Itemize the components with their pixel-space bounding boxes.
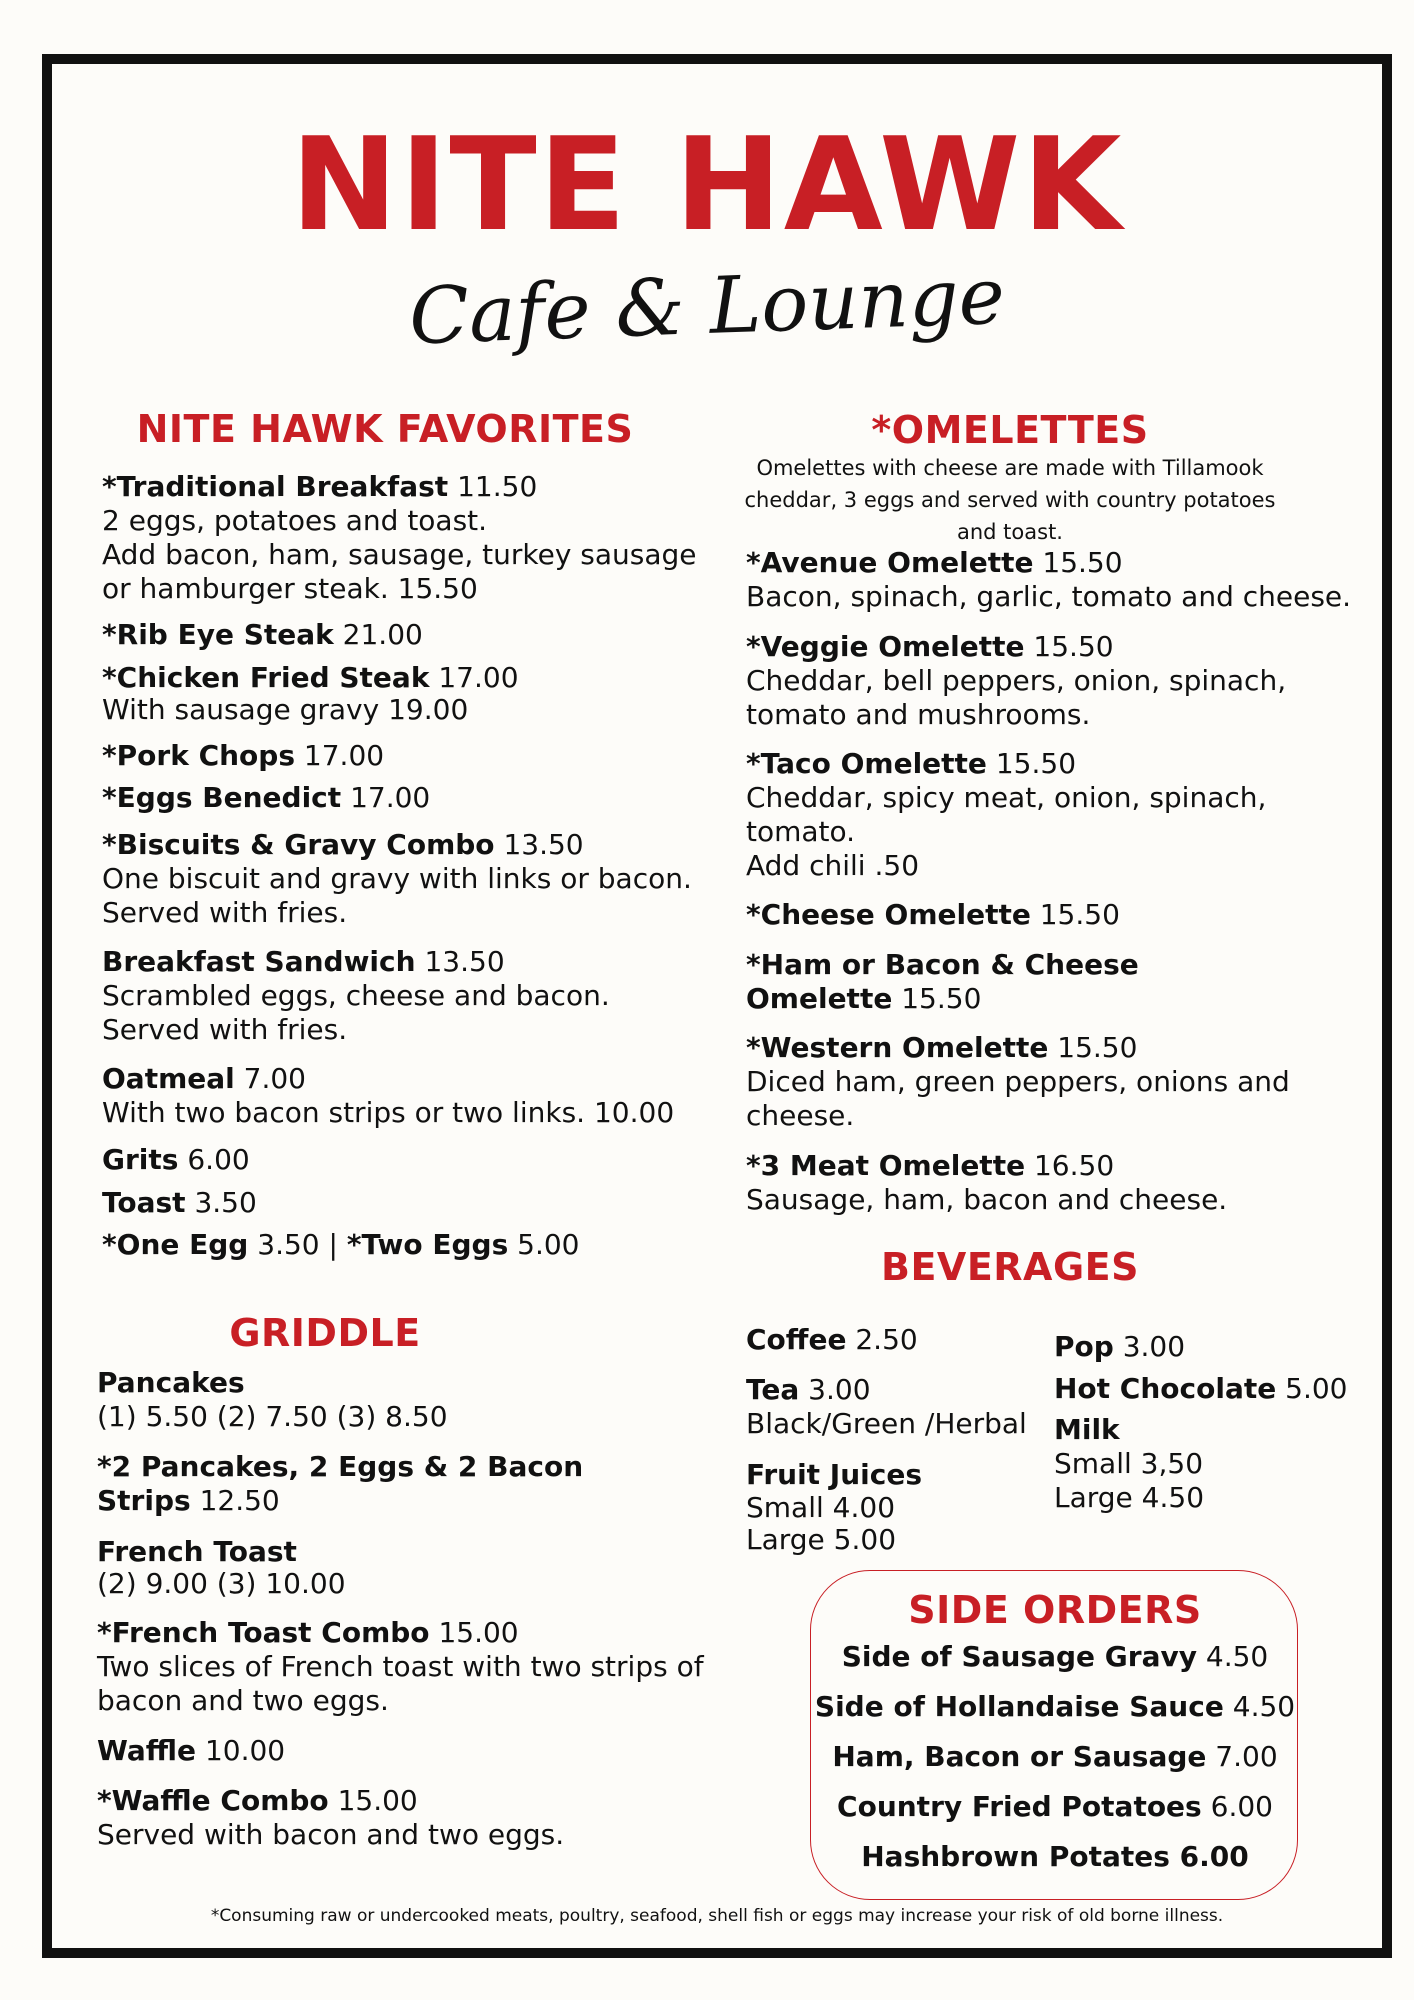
item-name: French Toast <box>97 1535 297 1568</box>
item-price: 15.50 <box>995 747 1077 780</box>
item-name: Breakfast Sandwich <box>102 945 416 978</box>
item-price: 3.50 | <box>257 1228 338 1261</box>
menu-item <box>1054 1413 1204 1515</box>
item-name: Country Fried Potatoes <box>837 1790 1202 1823</box>
item-desc: or hamburger steak. 15.50 <box>102 572 478 605</box>
side-item <box>811 1740 1299 1774</box>
menu-item <box>746 898 1120 932</box>
menu-item <box>102 828 692 930</box>
item-price: 5.00 <box>517 1228 580 1261</box>
item-name: *Two Eggs <box>346 1228 509 1261</box>
menu-item <box>746 546 1366 614</box>
omelettes-note-line: cheddar, 3 eggs and served with country potatoes <box>744 488 1276 512</box>
menu-item <box>102 1062 674 1130</box>
item-name: *Veggie Omelette <box>746 630 1025 663</box>
item-name: Pop <box>1054 1330 1114 1363</box>
item-price: 15.50 <box>1057 1031 1138 1064</box>
item-name: *Pork Chops <box>102 739 296 772</box>
item-name: Oatmeal <box>102 1062 235 1095</box>
item-price: 5.00 <box>1285 1372 1348 1405</box>
item-price: 16.50 <box>1033 1149 1115 1182</box>
menu-item <box>102 739 384 773</box>
menu-item <box>97 1616 747 1718</box>
item-name: Hashbrown Potates 6.00 <box>861 1840 1249 1873</box>
side-item <box>811 1690 1299 1724</box>
menu-item <box>97 1366 448 1434</box>
favorites-heading: NITE HAWK FAVORITES <box>136 407 634 451</box>
item-name: *Taco Omelette <box>746 747 987 780</box>
item-price: 17.00 <box>438 661 519 694</box>
menu-item <box>102 1143 250 1177</box>
item-price: 7.00 <box>1215 1740 1278 1773</box>
item-name: *Western Omelette <box>746 1031 1049 1064</box>
item-name: *One Egg <box>102 1228 249 1261</box>
item-price: 15.00 <box>337 1784 418 1817</box>
item-desc: Diced ham, green peppers, onions and <box>746 1065 1290 1098</box>
menu-item <box>102 661 519 725</box>
menu-item <box>102 945 610 1047</box>
item-price: 15.00 <box>438 1616 519 1649</box>
item-name: Pancakes <box>97 1366 245 1399</box>
item-price: 6.00 <box>1210 1790 1273 1823</box>
item-name: Grits <box>102 1143 179 1176</box>
item-desc: Add chili .50 <box>746 849 920 882</box>
item-price: 17.00 <box>303 739 385 772</box>
item-price: 4.50 <box>1205 1640 1269 1673</box>
side-orders-box <box>810 1570 1298 1900</box>
item-desc: 2 eggs, potatoes and toast. <box>102 504 488 537</box>
menu-item <box>102 470 722 606</box>
menu-item <box>97 1450 583 1518</box>
item-desc: (1) 5.50 (2) 7.50 (3) 8.50 <box>97 1400 448 1433</box>
item-name: *Ham or Bacon & Cheese <box>746 948 1139 981</box>
menu-item <box>102 781 430 815</box>
item-name: Coffee <box>746 1323 847 1356</box>
side-item <box>811 1840 1299 1874</box>
item-desc: (2) 9.00 (3) 10.00 <box>97 1567 346 1600</box>
item-price: 15.50 <box>1042 546 1123 579</box>
item-price: 13.50 <box>424 945 505 978</box>
item-desc: Served with fries. <box>102 1013 348 1046</box>
menu-item <box>746 1149 1366 1217</box>
item-name: Omelette <box>746 982 893 1015</box>
beverages-heading: BEVERAGES <box>881 1245 1139 1289</box>
item-desc: Cheddar, spicy meat, onion, spinach, <box>746 781 1267 814</box>
item-desc: Small 4.00 <box>746 1491 896 1524</box>
menu-item <box>746 1458 922 1556</box>
item-name: *Waffle Combo <box>97 1784 329 1817</box>
menu-item <box>746 1373 1027 1441</box>
menu-item <box>746 630 1366 732</box>
item-desc: Small 3,50 <box>1054 1447 1204 1480</box>
item-desc: Black/Green /Herbal <box>746 1407 1027 1440</box>
menu-item <box>746 747 1366 883</box>
item-price: 3.00 <box>808 1373 871 1406</box>
item-name: *French Toast Combo <box>97 1616 430 1649</box>
omelettes-note <box>720 452 1300 548</box>
item-desc: Cheddar, bell peppers, onion, spinach, <box>746 664 1287 697</box>
item-name: *Traditional Breakfast <box>102 470 449 503</box>
omelettes-heading: *OMELETTES <box>871 408 1149 452</box>
menu-item <box>102 618 423 652</box>
item-name: Hot Chocolate <box>1054 1372 1277 1405</box>
item-price: 15.50 <box>1039 898 1120 931</box>
item-name: Side of Hollandaise Sauce <box>814 1690 1224 1723</box>
item-desc: One biscuit and gravy with links or bacon. <box>102 862 692 895</box>
side-item <box>811 1790 1299 1824</box>
item-desc: tomato and mushrooms. <box>746 698 1091 731</box>
item-desc: Served with fries. <box>102 896 348 929</box>
item-desc: Large 5.00 <box>746 1523 897 1556</box>
menu-item <box>97 1784 564 1852</box>
menu-item <box>97 1734 285 1768</box>
item-name: *Chicken Fried Steak <box>102 661 430 694</box>
item-desc: Scrambled eggs, cheese and bacon. <box>102 979 610 1012</box>
item-desc: Add bacon, ham, sausage, turkey sausage <box>102 538 697 571</box>
omelettes-note-line: Omelettes with cheese are made with Tillamook <box>756 456 1264 480</box>
item-desc: With sausage gravy 19.00 <box>102 693 469 726</box>
item-desc: Bacon, spinach, garlic, tomato and cheese. <box>746 580 1352 613</box>
side-item <box>811 1640 1299 1674</box>
item-price: 3.50 <box>194 1186 257 1219</box>
item-price: 2.50 <box>855 1323 918 1356</box>
item-name: Tea <box>746 1373 800 1406</box>
item-name: Milk <box>1054 1413 1120 1446</box>
item-price: 4.50 <box>1232 1690 1296 1723</box>
item-name: *3 Meat Omelette <box>746 1149 1026 1182</box>
item-name: Strips <box>97 1484 191 1517</box>
griddle-heading: GRIDDLE <box>229 1311 421 1355</box>
item-price: 10.00 <box>204 1734 286 1767</box>
item-price: 17.00 <box>350 781 431 814</box>
item-desc: With two bacon strips or two links. 10.00 <box>102 1096 675 1129</box>
item-desc: cheese. <box>746 1099 855 1132</box>
item-name: *Avenue Omelette <box>746 546 1034 579</box>
omelettes-note-line: and toast. <box>957 520 1063 544</box>
item-price: 3.00 <box>1122 1330 1186 1363</box>
item-desc: Large 4.50 <box>1054 1481 1205 1514</box>
item-price: 21.00 <box>342 618 423 651</box>
item-desc: bacon and two eggs. <box>97 1684 389 1717</box>
menu-item <box>746 948 1139 1016</box>
item-price: 6.00 <box>187 1143 250 1176</box>
item-name: *Biscuits & Gravy Combo <box>102 828 495 861</box>
item-price: 13.50 <box>503 828 584 861</box>
item-name: *Cheese Omelette <box>746 898 1031 931</box>
side-orders-heading: SIDE ORDERS <box>908 1588 1202 1632</box>
item-name: Ham, Bacon or Sausage <box>832 1740 1207 1773</box>
food-safety-disclaimer: *Consuming raw or undercooked meats, poultry, seafood, shell fish or eggs may increase your risk of old borne illness. <box>210 1906 1224 1926</box>
restaurant-subtitle: Cafe & Lounge <box>407 251 1007 363</box>
item-desc: tomato. <box>746 815 856 848</box>
menu-item <box>1054 1330 1185 1364</box>
item-name: Side of Sausage Gravy <box>841 1640 1197 1673</box>
item-price: 15.50 <box>1033 630 1114 663</box>
menu-item <box>746 1323 918 1357</box>
item-price: 11.50 <box>457 470 538 503</box>
item-price: 15.50 <box>901 982 982 1015</box>
menu-item <box>97 1535 346 1599</box>
item-price: 12.50 <box>199 1484 280 1517</box>
item-name: *2 Pancakes, 2 Eggs & 2 Bacon <box>97 1450 584 1483</box>
item-name: Fruit Juices <box>746 1458 923 1491</box>
item-name: *Eggs Benedict <box>102 781 342 814</box>
item-desc: Sausage, ham, bacon and cheese. <box>746 1183 1228 1216</box>
menu-item <box>746 1031 1366 1133</box>
restaurant-name: NITE HAWK <box>290 111 1124 260</box>
item-name: Waffle <box>97 1734 197 1767</box>
item-desc: Served with bacon and two eggs. <box>97 1818 565 1851</box>
menu-item <box>1054 1372 1347 1406</box>
item-price: 7.00 <box>243 1062 306 1095</box>
menu-item <box>102 1186 257 1220</box>
item-name: Toast <box>102 1186 186 1219</box>
item-desc: Two slices of French toast with two strips of <box>97 1650 704 1683</box>
menu-item <box>102 1228 580 1262</box>
item-name: *Rib Eye Steak <box>102 618 334 651</box>
